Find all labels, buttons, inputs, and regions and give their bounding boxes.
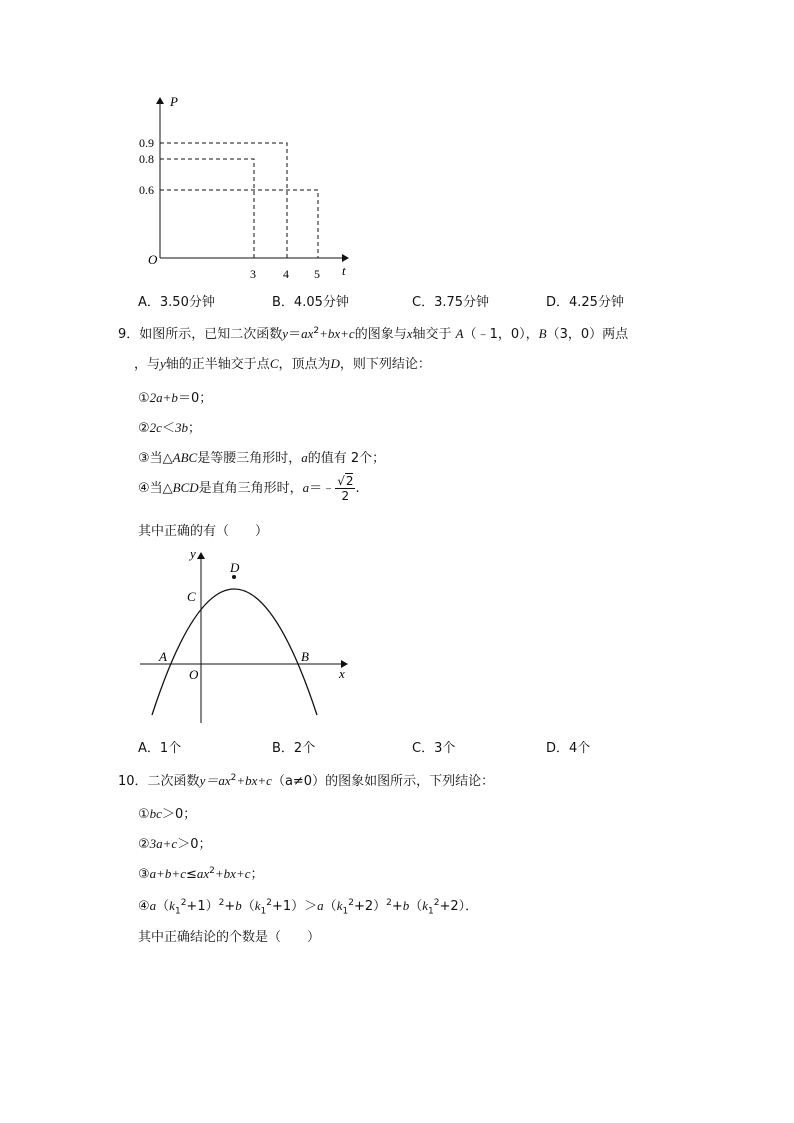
q10-c3-sup: 2	[209, 866, 215, 876]
fig2-y-label: y	[190, 546, 196, 561]
q9-line2-d: ，则下列结论：	[339, 357, 431, 372]
q9-c3-num: ③	[138, 451, 150, 466]
q9-conclusion-3	[138, 447, 385, 466]
q9-c3-c: 的值有 2个；	[307, 451, 386, 466]
fig2-point-d-label: D	[230, 560, 240, 575]
q9-text-c: 轴交于	[412, 327, 452, 342]
q9-x-var: x	[406, 326, 413, 341]
x-tick-4: 4	[283, 267, 289, 281]
q10-eq-rest: +bx+c	[236, 773, 272, 788]
q10-text-b: 的图象如图所示，下列结论：	[325, 774, 495, 789]
q10-c3-expr-a: a+b+c	[149, 866, 186, 881]
q9-c3-b: 是等腰三角形时，	[197, 451, 302, 466]
q10-c3-end: ；	[250, 867, 264, 882]
q9-line2-a: ，与	[134, 357, 161, 372]
q10-c2-expr: 3a+c	[149, 836, 178, 851]
q10-c2-rest: ＞0；	[177, 837, 212, 852]
q9-option-a: A．1个	[138, 741, 182, 756]
q9-pt-a: A	[455, 326, 464, 341]
q10-c4-num: ④	[138, 899, 150, 914]
q9-c3-var: a	[301, 450, 308, 465]
p-t-graph	[130, 88, 370, 283]
q9-eq-rest: +bx+c	[319, 326, 355, 341]
q8-option-d: D．4.25分钟	[546, 295, 624, 310]
q9-eq-y: y	[282, 326, 289, 341]
q9-number: 9．	[118, 327, 140, 342]
q9-c4-eq: ＝﹣	[309, 481, 336, 496]
q10-c3-op: ≤	[185, 867, 197, 882]
q9-c4-var: a	[302, 480, 310, 495]
q9-text-a: 如图所示，已知二次函数	[139, 327, 283, 342]
y-tick-0.9: 0.9	[139, 136, 154, 150]
q9-pt-b: B	[538, 326, 547, 341]
q10-conclusion-4: $④a(k_1^2+1)^2+b(k_1^2+1)>a(k_1^2+2)^2+b(k_1^2+2)$．	[138, 898, 479, 917]
q10-text-a: 二次函数	[147, 774, 200, 789]
fig2-point-a-label: A	[159, 649, 167, 664]
x-tick-5: 5	[314, 267, 320, 281]
q9-c4-a: 当△	[149, 481, 173, 496]
y-axis-label: P	[170, 94, 178, 109]
q9-c4-num: ④	[138, 481, 150, 496]
q9-c2-end: ；	[187, 421, 201, 436]
q9-conclusion-2	[138, 417, 201, 436]
q10-conclusion-1	[138, 803, 196, 822]
q9-pt-b-coord: （3，0）两点	[546, 327, 629, 342]
q9-line2-b: 轴的正半轴交于点	[165, 357, 270, 372]
q8-option-b: B．4.05分钟	[272, 295, 349, 310]
x-axis-label: t	[342, 263, 346, 278]
q9-c4-b: 是直角三角形时，	[198, 481, 303, 496]
q10-c1-num: ①	[138, 807, 150, 822]
q9-option-d: D．4个	[546, 741, 591, 756]
q9-option-b: B．2个	[272, 741, 316, 756]
q9-conclusion-4	[138, 474, 360, 503]
guide-0.9	[160, 143, 287, 258]
q9-c3-a: 当△	[149, 451, 173, 466]
fig2-point-b-label: B	[301, 649, 309, 664]
q8-option-c: C．3.75分钟	[412, 295, 490, 310]
fig2-origin-label: O	[189, 667, 199, 682]
q9-question: 其中正确的有（ ）	[138, 524, 269, 539]
q9-c1-num: ①	[138, 391, 150, 406]
q9-c2-num: ②	[138, 421, 150, 436]
q8-option-a: A．3.50分钟	[138, 295, 215, 310]
y-tick-0.8: 0.8	[139, 152, 154, 166]
fig2-point-c-label: C	[187, 589, 196, 604]
q9-c4-den: 2	[341, 489, 350, 503]
q10-cond: （a≠0）	[271, 774, 326, 789]
q9-pt-c: C	[269, 356, 279, 371]
guide-0.6	[160, 190, 318, 258]
q10-question: 其中正确结论的个数是（ ）	[138, 930, 321, 945]
q10-c1-expr: bc	[149, 806, 162, 821]
q9-text-b: 的图象与	[354, 327, 407, 342]
q9-eq-sup: 2	[313, 326, 320, 336]
q9-y-var: y	[160, 356, 166, 371]
q9-pt-d: D	[330, 356, 340, 371]
q10-c3-expr-c: +bx+c	[214, 866, 251, 881]
q9-c4-end: .	[355, 481, 360, 496]
x-tick-3: 3	[250, 267, 256, 281]
fig2-x-label: x	[339, 666, 345, 681]
sqrt-sign: √	[337, 474, 345, 488]
q9-conclusion-1	[138, 387, 212, 406]
q9-eq-a: ax	[301, 326, 314, 341]
q9-line1	[118, 323, 628, 342]
q9-pt-a-coord: （﹣1，0），	[463, 327, 539, 342]
q9-c1-expr: 2a+b	[149, 390, 178, 405]
q9-line2	[134, 353, 431, 372]
q10-conclusion-2	[138, 833, 211, 852]
q9-eq-eq: ＝	[288, 327, 302, 342]
q10-eq: y＝ax	[199, 773, 231, 788]
guide-0.8	[160, 159, 254, 258]
parabola-graph	[135, 545, 355, 730]
q9-c2-a: 2c	[149, 420, 162, 435]
q9-c2-b: 3b	[174, 420, 188, 435]
q10-number: 10．	[118, 774, 148, 789]
q9-c4-fraction	[335, 474, 355, 503]
q9-c1-rest: ＝0；	[177, 391, 213, 406]
q10-line1	[118, 770, 494, 789]
q9-c3-tri: ABC	[172, 450, 198, 465]
q9-c4-radicand: 2	[345, 474, 354, 488]
q9-c2-op: ＜	[161, 421, 175, 436]
parabola-curve	[152, 589, 317, 715]
vertex-point	[232, 575, 236, 579]
q10-eq-sup: 2	[230, 773, 237, 783]
q10-conclusion-3	[138, 863, 264, 882]
origin-label: O	[148, 252, 158, 267]
y-tick-0.6: 0.6	[139, 183, 154, 197]
q10-c1-rest: ＞0；	[161, 807, 197, 822]
q10-c2-num: ②	[138, 837, 150, 852]
q9-line2-c: ，顶点为	[278, 357, 331, 372]
q10-c3-num: ③	[138, 867, 150, 882]
q9-c4-tri: BCD	[172, 480, 199, 495]
q9-option-c: C．3个	[412, 741, 456, 756]
q10-c3-expr-b: ax	[196, 866, 210, 881]
